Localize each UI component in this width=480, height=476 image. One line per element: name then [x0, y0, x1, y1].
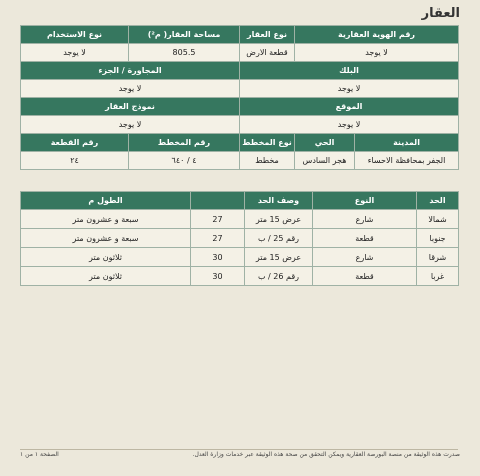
table-row: [21, 192, 459, 210]
value-district: هجر السادس: [295, 152, 355, 170]
cell-length-number: 27: [191, 210, 245, 229]
value-neighborhood-part: لا يوجد: [21, 80, 240, 98]
cell-length-number: 27: [191, 229, 245, 248]
header-description: وصف الحد: [245, 192, 313, 210]
header-property-id: رقم الهوية العقارية: [295, 26, 459, 44]
header-plan-type: نوع المخطط: [240, 134, 295, 152]
value-plan-type: مخطط: [240, 152, 295, 170]
cell-boundary: غربا: [417, 267, 459, 286]
value-property-model: لا يوجد: [21, 116, 240, 134]
table-row: [21, 80, 459, 98]
header-type: النوع: [313, 192, 417, 210]
header-boundary: الحد: [417, 192, 459, 210]
cell-boundary: جنوبا: [417, 229, 459, 248]
header-length-number: [191, 192, 245, 210]
value-city: الجفر بمحافظة الاحساء: [355, 152, 459, 170]
cell-boundary: شرقا: [417, 248, 459, 267]
boundaries-table: [20, 191, 459, 286]
value-block: لا يوجد: [240, 80, 459, 98]
table-row: [21, 98, 459, 116]
cell-type: شارع: [313, 248, 417, 267]
table-row: [21, 116, 459, 134]
header-usage-type: نوع الاستخدام: [21, 26, 129, 44]
property-info-table: [20, 25, 459, 170]
value-location: لا يوجد: [240, 116, 459, 134]
header-neighborhood-part: المجاورة / الجزء: [21, 62, 240, 80]
value-property-id: لا يوجد: [295, 44, 459, 62]
page-number: الصفحة ١ من ١: [20, 451, 59, 458]
cell-description: عرض 15 متر: [245, 210, 313, 229]
cell-type: قطعة: [313, 267, 417, 286]
cell-boundary: شمالا: [417, 210, 459, 229]
cell-length-number: 30: [191, 248, 245, 267]
header-location: الموقع: [240, 98, 459, 116]
header-property-type: نوع العقار: [240, 26, 295, 44]
cell-length-text: ثلاثون متر: [21, 267, 191, 286]
table-row: [21, 62, 459, 80]
header-property-model: نموذج العقار: [21, 98, 240, 116]
header-district: الحي: [295, 134, 355, 152]
header-plan-number: رقم المخطط: [129, 134, 240, 152]
footer-notice: صدرت هذه الوثيقة من منصة البورصة العقارية ويمكن التحقق من صحة هذه الوثيقة عبر خدمات وزارة العدل.: [192, 451, 460, 458]
cell-description: رقم 25 / ب: [245, 229, 313, 248]
cell-description: عرض 15 متر: [245, 248, 313, 267]
header-plot-number: رقم القطعة: [21, 134, 129, 152]
value-property-area: 805.5: [129, 44, 240, 62]
table-row: [21, 229, 459, 248]
section-title: العقار: [421, 6, 460, 21]
header-city: المدينة: [355, 134, 459, 152]
header-length: الطول م: [21, 192, 191, 210]
table-row: [21, 134, 459, 152]
cell-length-text: سبعة و عشرون متر: [21, 210, 191, 229]
footer-divider: [20, 449, 458, 450]
cell-length-text: ثلاثون متر: [21, 248, 191, 267]
cell-type: شارع: [313, 210, 417, 229]
table-row: [21, 210, 459, 229]
table-row: [21, 26, 459, 44]
value-plan-number: ٤ / ٦٤٠: [129, 152, 240, 170]
table-row: [21, 44, 459, 62]
value-property-type: قطعة الارض: [240, 44, 295, 62]
table-row: [21, 267, 459, 286]
value-usage-type: لا يوجد: [21, 44, 129, 62]
cell-length-number: 30: [191, 267, 245, 286]
table-row: [21, 152, 459, 170]
cell-length-text: سبعة و عشرون متر: [21, 229, 191, 248]
value-plot-number: ٢٤: [21, 152, 129, 170]
header-property-area: مساحة العقار( م²): [129, 26, 240, 44]
table-row: [21, 248, 459, 267]
cell-description: رقم 26 / ب: [245, 267, 313, 286]
header-block: البلك: [240, 62, 459, 80]
cell-type: قطعة: [313, 229, 417, 248]
